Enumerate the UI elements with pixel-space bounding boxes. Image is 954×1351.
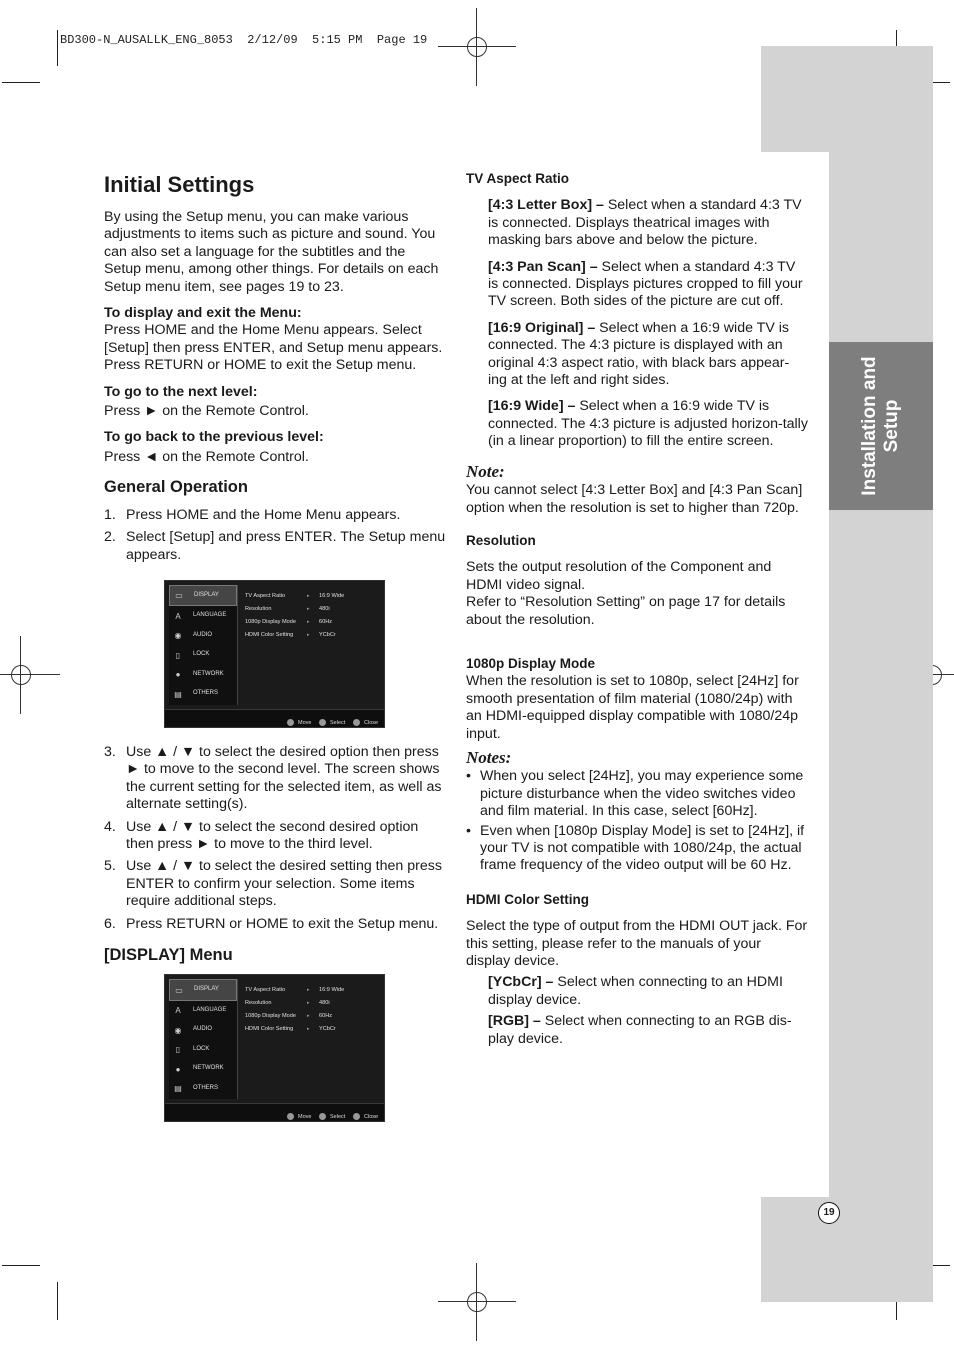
hdmi-color-heading: HDMI Color Setting bbox=[466, 891, 589, 907]
arrow-right-icon: ▸ bbox=[307, 618, 310, 625]
language-icon: A bbox=[175, 611, 181, 621]
setup-menu-sidebar bbox=[169, 585, 238, 705]
menu-item-language: A LANGUAGE bbox=[169, 606, 237, 626]
menu-item-display: ▭ DISPLAY bbox=[169, 979, 237, 1001]
option-row: HDMI Color Setting ▸ YCbCr bbox=[245, 629, 369, 642]
menu-item-lock: ▯ LOCK bbox=[169, 645, 237, 665]
setup-footer: Move Select Close bbox=[165, 1103, 384, 1121]
language-icon: A bbox=[175, 1006, 181, 1016]
menu-item-others: ▤ OTHERS bbox=[174, 1084, 219, 1094]
prev-level-heading: To go back to the previous level: bbox=[104, 429, 324, 446]
aspect-item-wide: [16:9 Wide] – Select when a 16:9 wide TV is connected. The 4:3 picture is adjusted horizon-tally (in a linear proportion) to fill the entire screen. bbox=[488, 398, 808, 450]
select-icon bbox=[319, 719, 326, 726]
hdmi-item-ycbcr: [YCbCr] – Select when connecting to an HDMI display device. bbox=[488, 974, 783, 1008]
list-item: 4. Use ▲ / ▼ to select the second desired option then press ► to move to the third level. bbox=[104, 818, 419, 852]
setup-options bbox=[245, 590, 369, 642]
display-exit-text-1: Press HOME and the Home Menu appears. Select [Setup] then press ENTER, and Setup menu appears. bbox=[104, 322, 443, 356]
aspect-item-panscan: [4:3 Pan Scan] – Select when a standard 4:3 TV is connected. Displays pictures cropped to fill your TV screen. Both sides of the picture are cut off. bbox=[488, 258, 803, 310]
arrow-right-icon: ▸ bbox=[307, 592, 310, 599]
general-operation-heading: General Operation bbox=[104, 478, 248, 497]
menu-item-network: ● NETWORK bbox=[169, 1059, 237, 1079]
display-menu-heading: [DISPLAY] Menu bbox=[104, 945, 233, 964]
close-icon bbox=[353, 719, 360, 726]
tv-aspect-heading: TV Aspect Ratio bbox=[466, 171, 570, 186]
arrow-right-icon: ▸ bbox=[307, 605, 310, 612]
side-panel-top bbox=[761, 46, 933, 152]
left-column bbox=[104, 168, 446, 1138]
registration-mark bbox=[2, 656, 40, 694]
lock-icon: ▯ bbox=[175, 650, 181, 660]
setup-menu-sidebar bbox=[169, 979, 238, 1099]
setup-options bbox=[245, 984, 369, 1036]
display-icon: ▭ bbox=[175, 591, 183, 601]
steps-list-a bbox=[104, 507, 446, 564]
close-icon bbox=[353, 1113, 360, 1120]
page-number: 19 bbox=[818, 1202, 840, 1224]
audio-icon: ◉ bbox=[174, 631, 182, 641]
next-level-text: Press ► on the Remote Control. bbox=[104, 403, 309, 420]
note-text: You cannot select [4:3 Letter Box] and [4:3 Pan Scan] option when the resolution is set to higher than 720p. bbox=[466, 482, 803, 516]
crop-mark bbox=[2, 82, 40, 83]
move-icon bbox=[287, 1113, 294, 1120]
audio-icon: ◉ bbox=[174, 1025, 182, 1035]
menu-item-audio: ◉ AUDIO bbox=[174, 1025, 213, 1035]
arrow-right-icon: ▸ bbox=[307, 1026, 310, 1033]
crop-mark bbox=[57, 30, 58, 66]
side-panel-bottom bbox=[761, 1197, 933, 1302]
list-item: 2. Select [Setup] and press ENTER. The Setup menu appears. bbox=[104, 529, 446, 563]
note-heading: Note: bbox=[466, 461, 505, 481]
option-row: Resolution ▸ 480i bbox=[245, 997, 369, 1010]
section-tab bbox=[829, 342, 933, 510]
option-row: TV Aspect Ratio ▸ 16:9 Wide bbox=[245, 984, 369, 997]
menu-item-display: ▭ DISPLAY bbox=[169, 585, 237, 607]
page-title: Initial Settings bbox=[104, 172, 255, 197]
option-row: HDMI Color Setting ▸ YCbCr bbox=[245, 1023, 369, 1036]
option-row: 1080p Display Mode ▸ 60Hz bbox=[245, 1010, 369, 1023]
menu-item-audio: ◉ AUDIO bbox=[174, 631, 213, 641]
hdmi-item-rgb: [RGB] – Select when connecting to an RGB dis-play device. bbox=[488, 1013, 792, 1047]
menu-item-lock: ▯ LOCK bbox=[169, 1040, 237, 1060]
crop-mark bbox=[2, 1265, 40, 1266]
network-icon: ● bbox=[175, 670, 181, 680]
select-icon bbox=[319, 1113, 326, 1120]
registration-mark bbox=[458, 28, 496, 66]
others-icon: ▤ bbox=[174, 689, 182, 699]
arrow-right-icon: ▸ bbox=[307, 631, 310, 638]
display-menu-screenshot bbox=[164, 974, 385, 1122]
arrow-right-icon: ▸ bbox=[307, 1000, 310, 1007]
menu-item-language: A LANGUAGE bbox=[169, 1001, 237, 1021]
display-exit-text-2: Press RETURN or HOME to exit the Setup menu. bbox=[104, 357, 417, 374]
network-icon: ● bbox=[175, 1064, 181, 1074]
arrow-right-icon: ▸ bbox=[307, 987, 310, 994]
option-row: TV Aspect Ratio ▸ 16:9 Wide bbox=[245, 590, 369, 603]
section-tab-label: Installation and Setup bbox=[859, 356, 902, 496]
resolution-heading: Resolution bbox=[466, 532, 536, 548]
print-slug: BD300-N_AUSALLK_ENG_8053 2/12/09 5:15 PM Page 19 bbox=[60, 33, 428, 47]
prev-level-text: Press ◄ on the Remote Control. bbox=[104, 448, 309, 465]
side-panel-strip bbox=[829, 152, 933, 1302]
others-icon: ▤ bbox=[174, 1084, 182, 1094]
list-item: • Even when [1080p Display Mode] is set to [24Hz], if your TV is not compatible with 1080/24p, the actual frame frequency of the video output will be 60 Hz. bbox=[466, 823, 808, 875]
display-mode-heading: 1080p Display Mode bbox=[466, 655, 596, 671]
intro-paragraph: By using the Setup menu, you can make various adjustments to items such as picture and sound. You can also set a language for the subtitles and the Setup menu, among other things. For details on each Setup menu item, see pages 19 to 23. bbox=[104, 209, 439, 295]
resolution-text-2: Refer to “Resolution Setting” on page 17 for details about the resolution. bbox=[466, 594, 786, 628]
right-column bbox=[466, 170, 808, 1057]
steps-list-b bbox=[104, 744, 446, 933]
setup-footer: Move Select Close bbox=[165, 709, 384, 727]
list-item: 5. Use ▲ / ▼ to select the desired setting then press ENTER to confirm your selection. Some items require additional steps. bbox=[104, 858, 442, 910]
option-row: 1080p Display Mode ▸ 60Hz bbox=[245, 616, 369, 629]
list-item: 3. Use ▲ / ▼ to select the desired option then press ► to move to the second level. The screen shows the current setting for the selected item, as well as alternate setting(s). bbox=[104, 743, 442, 813]
notes-heading: Notes: bbox=[466, 747, 512, 767]
notes-list bbox=[466, 768, 808, 874]
hdmi-color-text: Select the type of output from the HDMI OUT jack. For this setting, please refer to the manuals of your display device. bbox=[466, 918, 808, 970]
registration-mark bbox=[458, 1283, 496, 1321]
display-icon: ▭ bbox=[175, 985, 183, 995]
next-level-heading: To go to the next level: bbox=[104, 383, 258, 400]
move-icon bbox=[287, 719, 294, 726]
aspect-item-letterbox: [4:3 Letter Box] – Select when a standard 4:3 TV is connected. Displays theatrical images with masking bars above and below the picture. bbox=[488, 197, 802, 249]
list-item: 6. Press RETURN or HOME to exit the Setup menu. bbox=[104, 915, 439, 932]
resolution-text-1: Sets the output resolution of the Component and HDMI video signal. bbox=[466, 559, 772, 593]
display-mode-text: When the resolution is set to 1080p, select [24Hz] for smooth presentation of film material (1080/24p) with an HDMI-equipped display compatible with 1080/24p input. bbox=[466, 673, 799, 742]
arrow-right-icon: ▸ bbox=[307, 1013, 310, 1020]
option-row: Resolution ▸ 480i bbox=[245, 603, 369, 616]
list-item: • When you select [24Hz], you may experience some picture disturbance when the video switches video and film material. In this case, select [60Hz]. bbox=[466, 768, 808, 820]
menu-item-others: ▤ OTHERS bbox=[174, 689, 219, 699]
setup-menu-screenshot bbox=[164, 580, 385, 728]
aspect-item-original: [16:9 Original] – Select when a 16:9 wide TV is connected. The 4:3 picture is displayed with an original 4:3 aspect ratio, with black bars appear-ing at the left and right sides. bbox=[488, 319, 790, 389]
list-item: 1. Press HOME and the Home Menu appears. bbox=[104, 506, 401, 523]
lock-icon: ▯ bbox=[175, 1045, 181, 1055]
crop-mark bbox=[57, 1282, 58, 1320]
menu-item-network: ● NETWORK bbox=[169, 665, 237, 685]
display-exit-heading: To display and exit the Menu: bbox=[104, 305, 302, 322]
